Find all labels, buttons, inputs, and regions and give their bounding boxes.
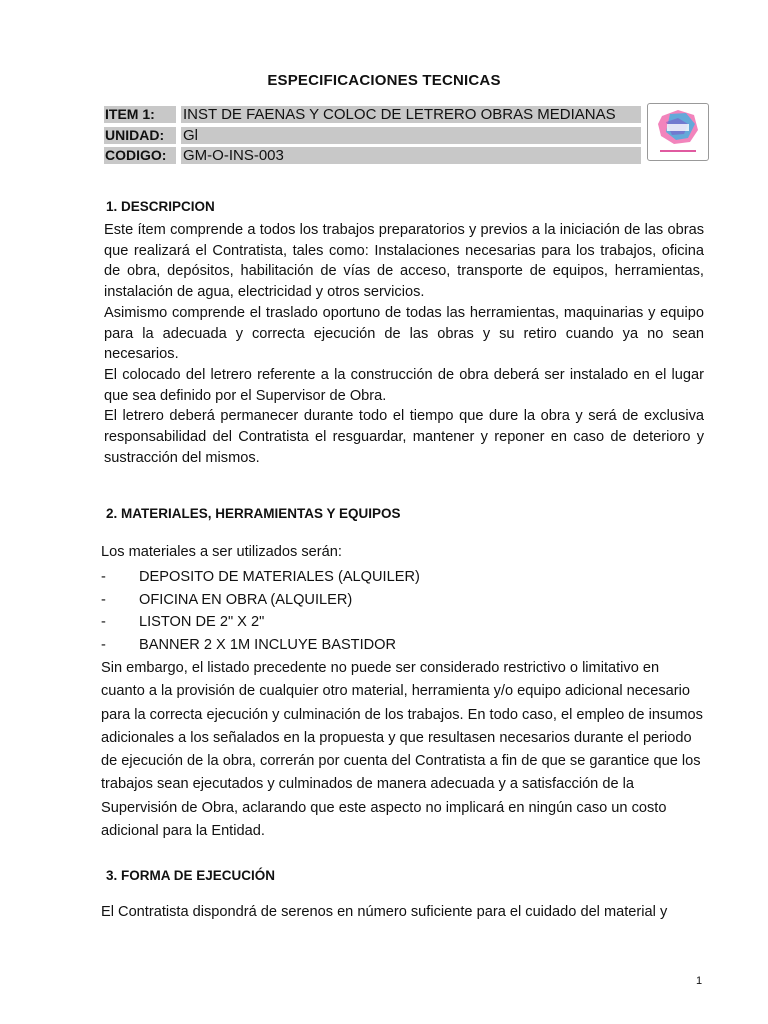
list-item-text: BANNER 2 X 1M INCLUYE BASTIDOR (139, 636, 397, 653)
materiales-intro: Los materiales a ser utilizados serán: (101, 544, 342, 560)
descripcion-paragraph: Asimismo comprende el traslado oportuno de todas las herramientas, maquinarias y equipo para la adecuada y correcta ejecución de las obras y su retiro cuando ya no sean necesarios. (104, 304, 704, 363)
codigo-label: CODIGO: (104, 147, 176, 164)
materiales-list (101, 566, 701, 656)
section-heading-ejecucion: 3. FORMA DE EJECUCIÓN (106, 868, 276, 883)
descripcion-paragraph: Este ítem comprende a todos los trabajos preparatorios y previos a la iniciación de las obras que realizará el Contratista, tales como: Instalaciones necesarias para los trabajos, oficina de obra, depósitos, habilitación de vías de acceso, transporte de equipos, herramientas, instalación de agua, electricidad y otros servicios. (104, 222, 704, 301)
descripcion-paragraph: El letrero deberá permanecer durante todo el tiempo que dure la obra y será de exclusiva responsabilidad del Contratista el resguardar, mantener y reponer en caso de deterioro y sustracción del mismos. (104, 408, 704, 466)
list-item-text: DEPOSITO DE MATERIALES (ALQUILER) (139, 569, 420, 585)
section-heading-materiales: 2. MATERIALES, HERRAMIENTAS Y EQUIPOS (106, 506, 401, 521)
list-item (101, 589, 701, 612)
list-bullet: - (101, 614, 106, 630)
ejecucion-paragraph: El Contratista dispondrá de serenos en número suficiente para el cuidado del material y (101, 904, 668, 920)
list-item (101, 634, 701, 657)
list-bullet: - (101, 636, 106, 653)
list-item-text: OFICINA EN OBRA (ALQUILER) (139, 591, 353, 608)
item-label: ITEM 1: (104, 106, 176, 123)
codigo-value: GM-O-INS-003 (181, 147, 641, 164)
document-title: ESPECIFICACIONES TECNICAS (267, 72, 501, 89)
list-item (101, 566, 701, 589)
page-number: 1 (696, 975, 703, 987)
list-bullet: - (101, 591, 106, 608)
unidad-label: UNIDAD: (104, 127, 176, 144)
descripcion-body (104, 220, 704, 468)
descripcion-paragraph: El colocado del letrero referente a la construcción de obra deberá ser instalado en el lugar que sea definido por el Supervisor de Obra. (104, 366, 704, 404)
section-heading-descripcion: 1. DESCRIPCION (106, 199, 215, 214)
materiales-paragraph: Sin embargo, el listado precedente no puede ser considerado restrictivo o limitativo en cuanto a la provisión de cualquier otro material, herramienta y/o equipo adicional necesario para la correcta ejecución y culminación de los trabajos. En todo caso, el empleo de insumos adicionales a los señalados en la propuesta y que resultasen necesarios durante el periodo de ejecución de la obra, correrán por cuenta del Contratista a fin de que se garantice que los trabajos sean ejecutados y culminados de manera adecuada y a satisfacción de la Supervisión de Obra, aclarando que este aspecto no implicará en ningún caso un costo adicional para la Entidad. (101, 660, 703, 840)
list-item (101, 611, 701, 634)
item-value: INST DE FAENAS Y COLOC DE LETRERO OBRAS MEDIANAS (181, 106, 641, 123)
list-bullet: - (101, 569, 106, 585)
organization-logo-icon (647, 103, 709, 161)
unidad-value: Gl (181, 127, 641, 144)
list-item-text: LISTON DE 2" X 2" (139, 614, 265, 630)
